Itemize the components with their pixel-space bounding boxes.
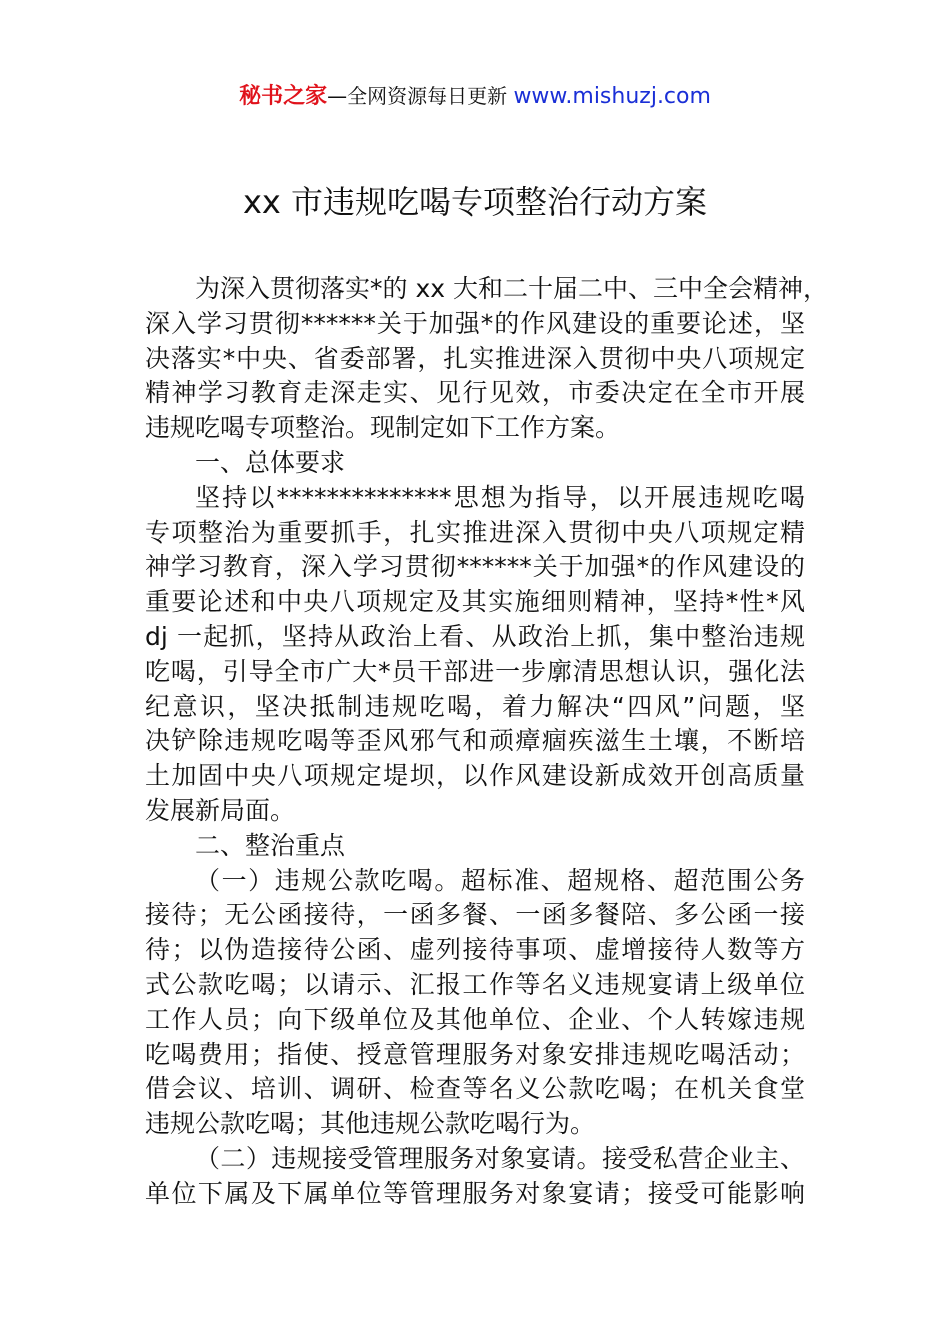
text-line: 精神学习教育走深走实、见行见效，市委决定在全市开展 <box>145 378 805 408</box>
document-title: xx 市违规吃喝专项整治行动方案 <box>242 183 708 221</box>
text-line: 发展新局面。 <box>145 796 296 825</box>
text-line: 吃喝，引导全市广大*员干部进一步廓清思想认识，强化法 <box>145 656 805 686</box>
text-line: 单位下属及下属单位等管理服务对象宴请；接受可能影响 <box>145 1178 805 1208</box>
text-line: 式公款吃喝；以请示、汇报工作等名义违规宴请上级单位 <box>145 970 805 999</box>
text-line: 土加固中央八项规定堤坝，以作风建设新成效开创高质量 <box>145 761 805 791</box>
text-line: 专项整治为重要抓手，扎实推进深入贯彻中央八项规定精 <box>145 517 805 547</box>
text-line: 决落实*中央、省委部署，扎实推进深入贯彻中央八项规定 <box>145 343 805 373</box>
text-line: 纪意识，坚决抵制违规吃喝，着力解决“四风”问题，坚 <box>145 691 805 721</box>
text-line: （一）违规公款吃喝。超标准、超规格、超范围公务 <box>195 865 805 895</box>
text-line: 为深入贯彻落实*的 xx 大和二十届二中、三中全会精神， <box>195 274 828 303</box>
text-line: 待；以伪造接待公函、虚列接待事项、虚增接待人数等方 <box>145 935 805 965</box>
text-line: 重要论述和中央八项规定及其实施细则精神，坚持*性*风 <box>145 587 805 617</box>
text-line: 违规公款吃喝；其他违规公款吃喝行为。 <box>145 1109 596 1139</box>
text-line: 借会议、培训、调研、检查等名义公款吃喝；在机关食堂 <box>145 1074 805 1104</box>
text-line: 决铲除违规吃喝等歪风邪气和顽瘴痼疾滋生土壤，不断培 <box>145 726 805 756</box>
text-line: 一、总体要求 <box>195 448 346 477</box>
text-line: 神学习教育，深入学习贯彻******关于加强*的作风建设的 <box>145 552 805 582</box>
text-line: 二、整治重点 <box>195 830 346 860</box>
text-line: 工作人员；向下级单位及其他单位、企业、个人转嫁违规 <box>145 1004 805 1034</box>
text-line: dj 一起抓，坚持从政治上看、从政治上抓，集中整治违规 <box>145 622 805 651</box>
text-line: 深入学习贯彻******关于加强*的作风建设的重要论述，坚 <box>145 308 805 338</box>
site-url-link[interactable]: www.mishuzj.com <box>513 84 711 109</box>
site-header <box>0 80 950 113</box>
site-brand: 秘书之家 <box>239 84 328 109</box>
text-line: 吃喝费用；指使、授意管理服务对象安排违规吃喝活动； <box>145 1039 805 1069</box>
site-tagline: —全网资源每日更新 <box>327 84 514 108</box>
text-line: 接待；无公函接待，一函多餐、一函多餐陪、多公函一接 <box>145 900 805 930</box>
text-line: （二）违规接受管理服务对象宴请。接受私营企业主、 <box>195 1144 805 1173</box>
text-line: 违规吃喝专项整治。现制定如下工作方案。 <box>145 413 621 443</box>
text-line: 坚持以**************思想为指导，以开展违规吃喝 <box>195 482 805 512</box>
